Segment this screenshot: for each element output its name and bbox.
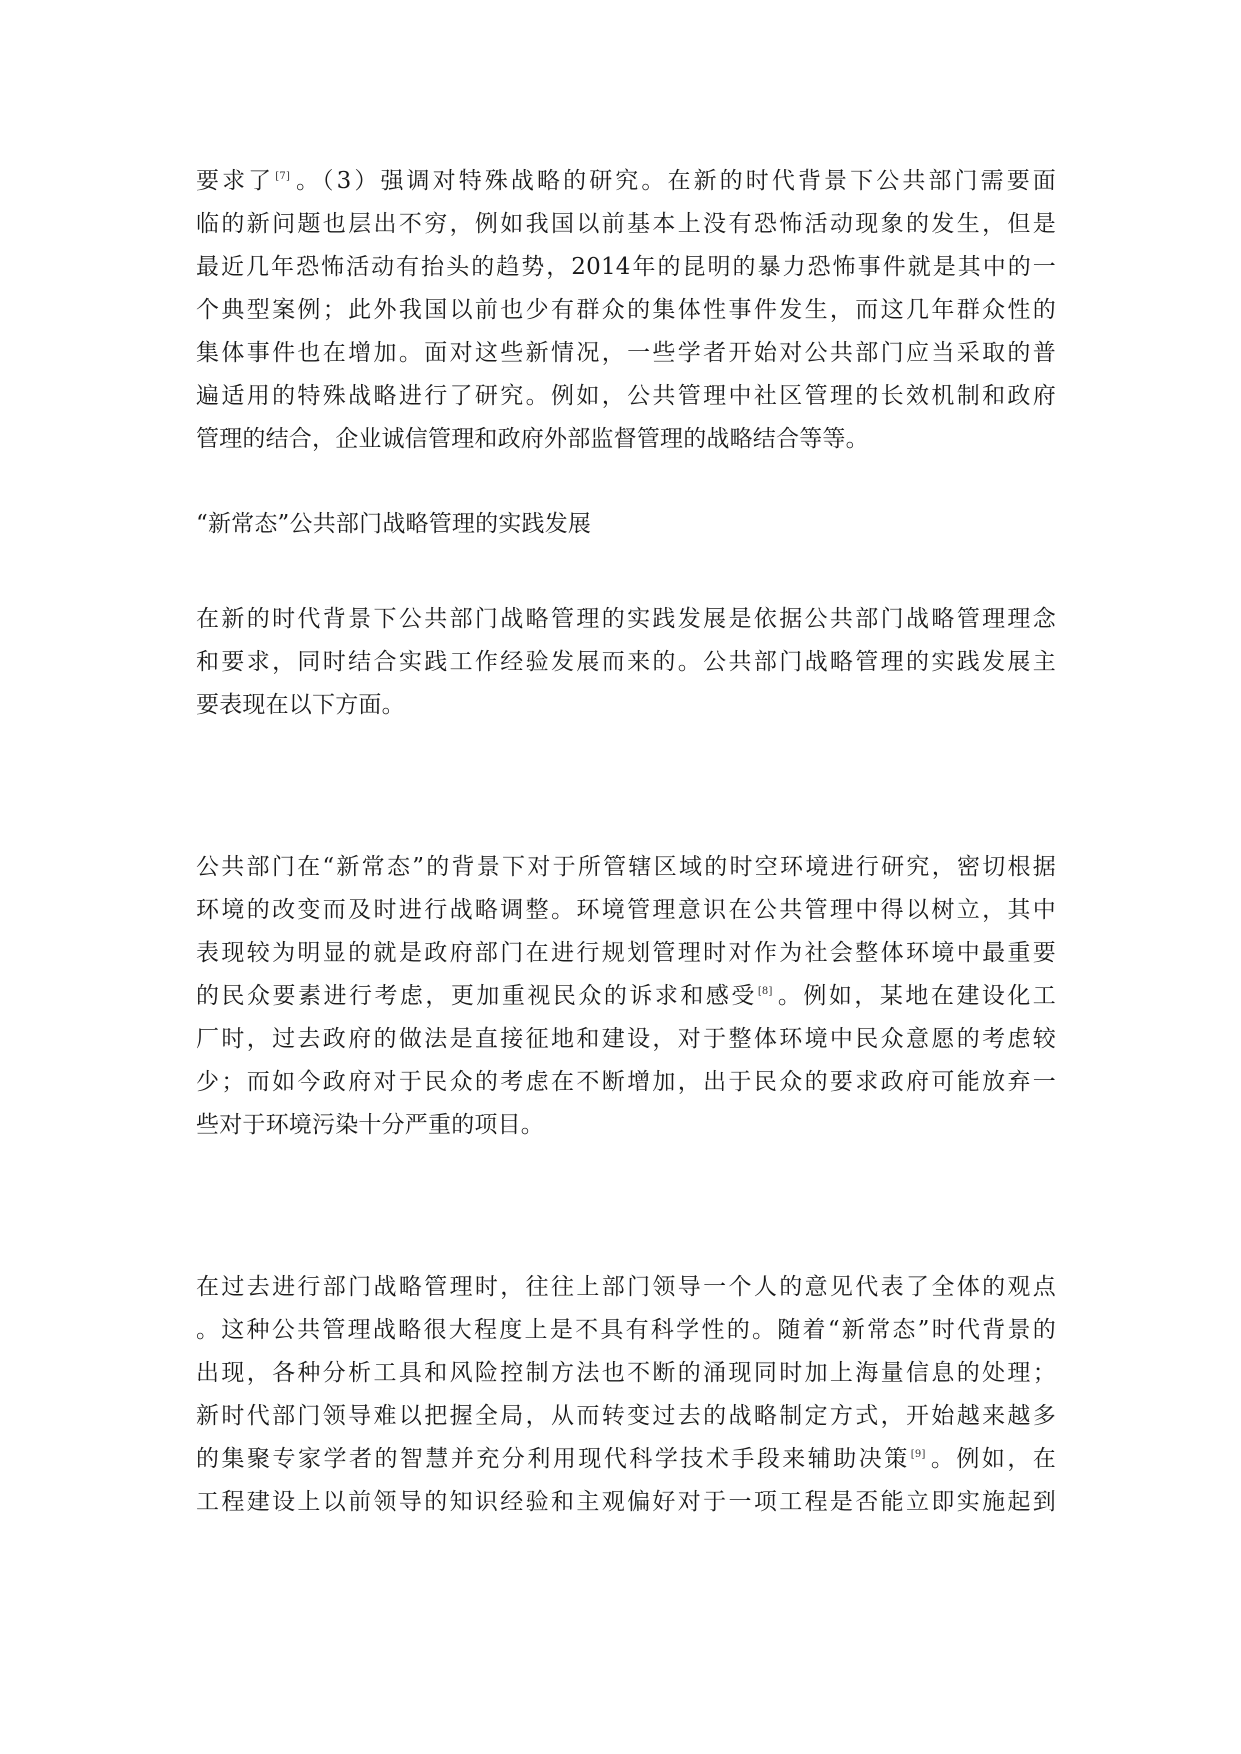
heading-text: “新常态”公共部门战略管理的实践发展 — [196, 511, 592, 537]
paragraph-special-strategy — [196, 160, 1056, 461]
text-line: 出现，各种分析工具和风险控制方法也不断的涌现同时加上海量信息的处理； — [196, 1360, 1056, 1386]
citation-ref: [7] — [275, 171, 291, 182]
section-heading — [196, 503, 1056, 546]
paragraph-practice-intro — [196, 598, 1056, 727]
text-line: 在新的时代背景下公共部门战略管理的实践发展是依据公共部门战略管理理念 — [196, 606, 1056, 632]
text-line: 的集聚专家学者的智慧并充分利用现代科学技术手段来辅助决策[9] 。例如，在 — [196, 1446, 1057, 1472]
text-line: 要求了[7] 。（3）强调对特殊战略的研究。在新的时代背景下公共部门需要面 — [196, 168, 1056, 194]
text-line: 表现较为明显的就是政府部门在进行规划管理时对作为社会整体环境中最重要 — [196, 940, 1056, 966]
text-line: 要表现在以下方面。 — [196, 692, 405, 718]
text-line: 新时代部门领导难以把握全局，从而转变过去的战略制定方式，开始越来越多 — [196, 1403, 1056, 1429]
text-line: 个典型案例；此外我国以前也少有群众的集体性事件发生，而这几年群众性的 — [196, 297, 1056, 323]
text-line: 公共部门在“新常态”的背景下对于所管辖区域的时空环境进行研究，密切根据 — [196, 854, 1056, 880]
text-line: 遍适用的特殊战略进行了研究。例如，公共管理中社区管理的长效机制和政府 — [196, 383, 1056, 409]
text-line: 管理的结合，企业诚信管理和政府外部监督管理的战略结合等等。 — [196, 426, 869, 452]
text-line: 厂时，过去政府的做法是直接征地和建设，对于整体环境中民众意愿的考虑较 — [196, 1026, 1056, 1052]
text-line: 的民众要素进行考虑，更加重视民众的诉求和感受[8] 。例如，某地在建设化工 — [196, 983, 1057, 1009]
text-line: 工程建设上以前领导的知识经验和主观偏好对于一项工程是否能立即实施起到 — [196, 1489, 1056, 1515]
text-line: 少；而如今政府对于民众的考虑在不断增加，出于民众的要求政府可能放弃一 — [196, 1069, 1056, 1095]
text-line: 临的新问题也层出不穷，例如我国以前基本上没有恐怖活动现象的发生，但是 — [196, 211, 1056, 237]
text-line: 最近几年恐怖活动有抬头的趋势，2014年的昆明的暴力恐怖事件就是其中的一 — [196, 254, 1056, 280]
text-line: 集体事件也在增加。面对这些新情况，一些学者开始对公共部门应当采取的普 — [196, 340, 1056, 366]
citation-ref: [9] — [910, 1449, 926, 1460]
text-line: 在过去进行部门战略管理时，往往上部门领导一个人的意见代表了全体的观点 — [196, 1274, 1056, 1300]
text-line: 。这种公共管理战略很大程度上是不具有科学性的。随着“新常态”时代背景的 — [196, 1317, 1056, 1343]
paragraph-environment-management — [196, 846, 1056, 1147]
citation-ref: [8] — [757, 986, 773, 997]
text-line: 些对于环境污染十分严重的项目。 — [196, 1112, 544, 1138]
text-line: 和要求，同时结合实践工作经验发展而来的。公共部门战略管理的实践发展主 — [196, 649, 1056, 675]
text-line: 环境的改变而及时进行战略调整。环境管理意识在公共管理中得以树立，其中 — [196, 897, 1056, 923]
paragraph-decision-making — [196, 1266, 1056, 1524]
